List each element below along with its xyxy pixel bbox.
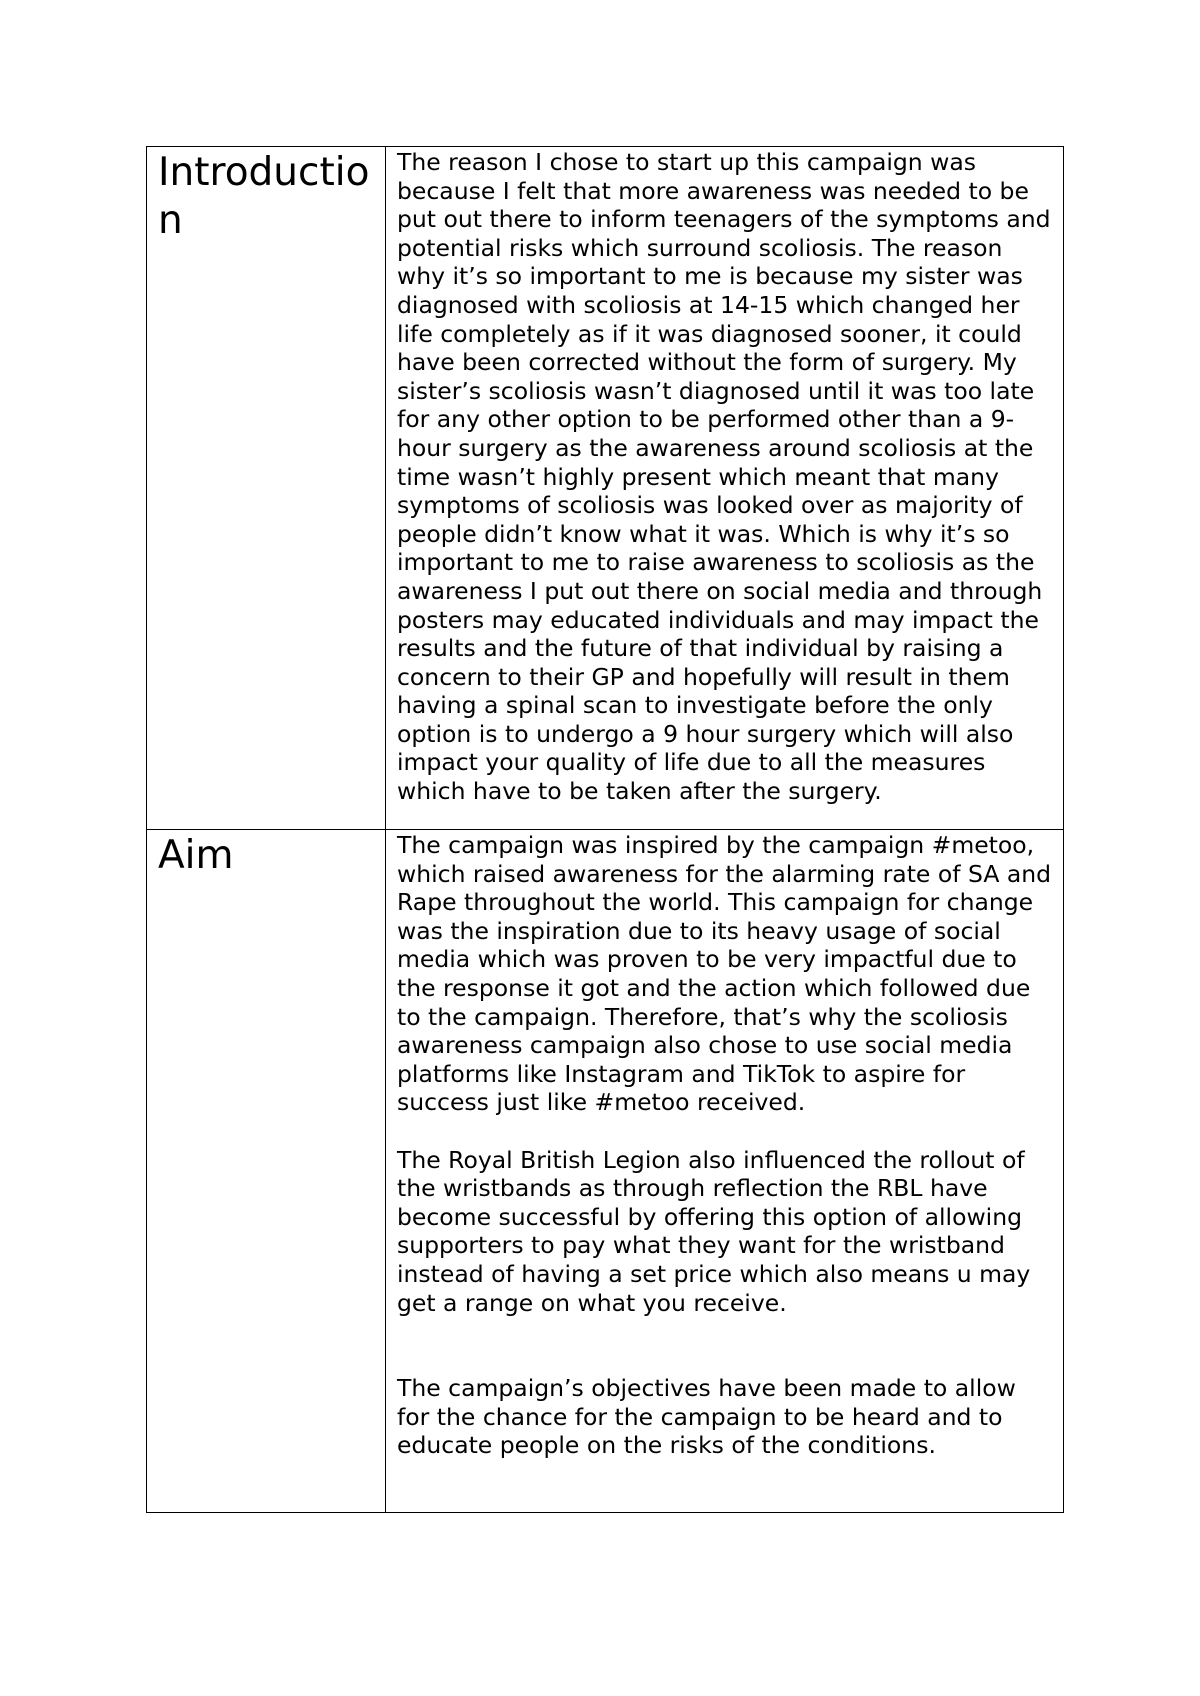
table-row-introduction	[147, 147, 1064, 830]
label-cell-introduction	[147, 147, 386, 830]
aim-paragraph-rbl: The Royal British Legion also influenced the rollout of the wristbands as through reflection the RBL have become successful by offering this option of allowing supporters to pay what they want for the wristband instead of having a set price which also means u may get a range on what you receive.	[397, 1145, 1031, 1317]
row-heading-introduction: Introduction	[158, 150, 370, 243]
label-cell-aim	[147, 830, 386, 1513]
aim-paragraph-metoo: The campaign was inspired by the campaign #metoo, which raised awareness for the alarming rate of SA and Rape throughout the world. This campaign for change was the inspiration due to its heavy usage of social media which was proven to be very impactful due to the response it got and the action which followed due to the campaign. Therefore, that’s why the scoliosis awareness campaign also chose to use social media platforms like Instagram and TikTok to aspire for success just like #metoo received.	[397, 831, 1052, 1117]
aim-paragraph-objectives: The campaign’s objectives have been made to allow for the chance for the campaign to be heard and to educate people on the risks of the conditions.	[397, 1374, 1016, 1460]
table-row-aim	[147, 830, 1064, 1513]
aim-body	[386, 830, 1063, 1460]
introduction-paragraph: The reason I chose to start up this campaign was because I felt that more awareness was needed to be put out there to inform teenagers of the symptoms and potential risks which surround scoliosis. The reason why it’s so important to me is because my sister was diagnosed with scoliosis at 14-15 which changed her life completely as if it was diagnosed sooner, it could have been corrected without the form of surgery. My sister’s scoliosis wasn’t diagnosed until it was too late for any other option to be performed other than a 9-hour surgery as the awareness around scoliosis at the time wasn’t highly present which meant that many symptoms of scoliosis was looked over as majority of people didn’t know what it was. Which is why it’s so important to me to raise awareness to scoliosis as the awareness I put out there on social media and through posters may educated individuals and may impact the results and the future of that individual by raising a concern to their GP and hopefully will result in them having a spinal scan to investigate before the only option is to undergo a 9 hour surgery which will also impact your quality of life due to all the measures which have to be taken after the surgery.	[397, 148, 1051, 806]
introduction-body	[386, 147, 1063, 806]
content-cell-introduction	[386, 147, 1064, 830]
content-cell-aim	[386, 830, 1064, 1513]
paragraph-spacer	[397, 1317, 1055, 1374]
paragraph-spacer	[397, 1117, 1055, 1146]
row-heading-aim: Aim	[158, 833, 234, 878]
campaign-table	[146, 146, 1064, 1513]
